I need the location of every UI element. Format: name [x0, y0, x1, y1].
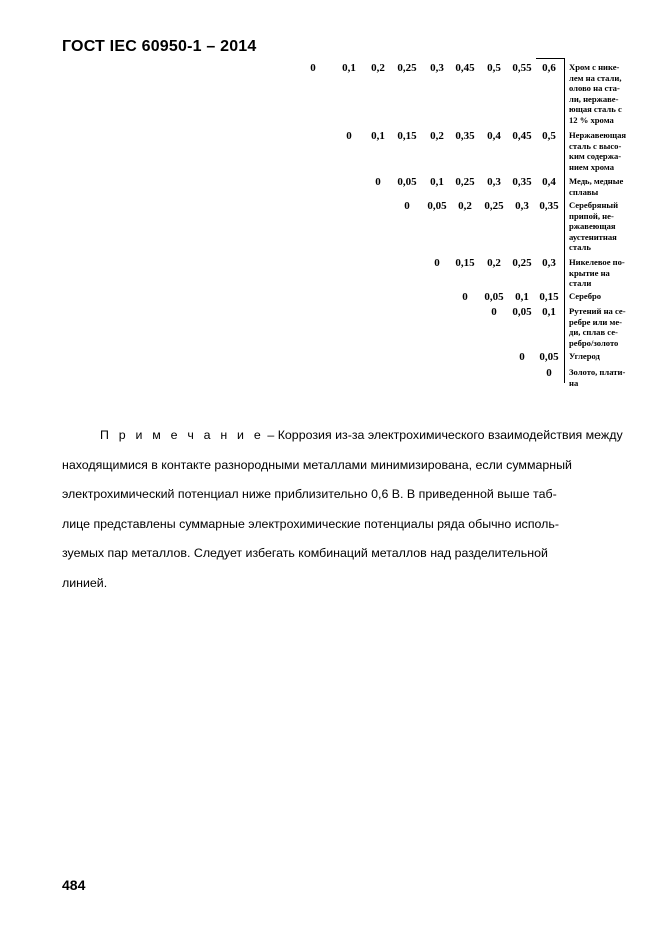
potential-value: 0,1: [371, 130, 385, 142]
metal-label-line: Рутений на се-: [569, 306, 626, 316]
potential-value: 0,2: [430, 130, 444, 142]
potential-value: 0,3: [515, 200, 529, 212]
note-line: зуемых пар металлов. Следует избегать комбинаций металлов над разделительной: [62, 546, 548, 560]
metal-label-line: ким содержа-: [569, 151, 622, 162]
note-line: находящимися в контакте разнородными металлами минимизирована, если суммарный: [62, 457, 572, 472]
metal-label: [569, 367, 641, 388]
note-first-line: [62, 421, 623, 451]
potential-value: 0,15: [397, 130, 417, 142]
potential-value: 0,6: [542, 62, 556, 74]
potential-value: 0: [462, 291, 468, 303]
potential-value: 0: [546, 367, 552, 379]
potential-value: 0,2: [487, 257, 501, 269]
potential-value: 0: [491, 306, 497, 318]
potential-value: 0: [375, 176, 381, 188]
potential-value: 0,2: [371, 62, 385, 74]
potential-value: 0,15: [539, 291, 559, 303]
metal-label-line: Нержавеющая: [569, 130, 627, 140]
metal-label-line: стали: [569, 278, 592, 289]
note-line: – Коррозия из-за электрохимического взаимодействия между: [263, 428, 623, 442]
metal-label-line: Никелевое по-: [569, 257, 625, 267]
metal-label-line: аустенитная: [569, 231, 617, 242]
potential-value: 0,25: [484, 200, 504, 212]
note-line: электрохимический потенциал ниже приблизительно 0,6 В. В приведенной выше таб-: [62, 487, 557, 501]
potential-value: 0,05: [397, 176, 417, 188]
metal-label-line: крытие на: [569, 267, 610, 278]
metal-label-line: припой, не-: [569, 210, 614, 221]
metal-label: [569, 130, 641, 172]
potential-value: 0,2: [458, 200, 472, 212]
metal-label-line: Хром с нике-: [569, 62, 620, 72]
metal-label: [569, 351, 641, 362]
metal-label-line: Серебро: [569, 291, 602, 301]
metal-label-line: Серебряный: [569, 200, 619, 210]
potential-value: 0,45: [455, 62, 475, 74]
potential-value: 0,3: [487, 176, 501, 188]
separator-line-vertical: [564, 58, 565, 383]
note-line: лице представлены суммарные электрохимические потенциалы ряда обычно исполь-: [62, 516, 559, 531]
metal-label-line: нием хрома: [569, 161, 615, 172]
potential-value: 0,4: [487, 130, 501, 142]
potential-value: 0,35: [539, 200, 559, 212]
potential-value: 0,05: [427, 200, 447, 212]
metal-label: [569, 291, 641, 302]
potential-value: 0: [434, 257, 440, 269]
potential-value: 0,25: [512, 257, 532, 269]
potential-value: 0,1: [430, 176, 444, 188]
metal-label-line: ребро/золото: [569, 337, 619, 348]
metal-label-line: лем на стали,: [569, 72, 622, 83]
potential-value: 0,45: [512, 130, 532, 142]
document-header: ГОСТ IEC 60950-1 – 2014: [62, 38, 257, 55]
metal-label-line: сталь: [569, 242, 591, 253]
potential-value: 0,3: [542, 257, 556, 269]
potential-value: 0,15: [455, 257, 475, 269]
metal-label-line: ющая сталь с: [569, 104, 622, 115]
metal-label: [569, 257, 641, 289]
metal-label: [569, 62, 641, 126]
potential-value: 0,35: [512, 176, 532, 188]
metal-label-line: Золото, плати-: [569, 367, 626, 377]
metal-label: [569, 200, 641, 253]
metal-label: [569, 176, 641, 197]
metal-label-line: олово на ста-: [569, 83, 620, 94]
metal-label-line: Углерод: [569, 351, 600, 361]
potential-value: 0,5: [542, 130, 556, 142]
potential-value: 0: [404, 200, 410, 212]
potential-table: [0, 0, 661, 400]
potential-value: 0,35: [455, 130, 475, 142]
metal-label-line: ли, нержаве-: [569, 93, 619, 104]
potential-value: 0,1: [515, 291, 529, 303]
potential-value: 0,05: [539, 351, 559, 363]
metal-label-line: на: [569, 377, 579, 388]
page-number: 484: [62, 877, 86, 893]
separator-line-horizontal: [536, 58, 565, 59]
potential-value: 0: [346, 130, 352, 142]
potential-value: 0,4: [542, 176, 556, 188]
potential-value: 0,25: [455, 176, 475, 188]
potential-value: 0: [519, 351, 525, 363]
metal-label-line: ребре или ме-: [569, 316, 623, 327]
note-line: линией.: [62, 575, 108, 590]
potential-value: 0,3: [430, 62, 444, 74]
metal-label-line: ди, сплав се-: [569, 327, 618, 338]
metal-label-line: сплавы: [569, 186, 599, 197]
potential-value: 0,55: [512, 62, 532, 74]
note-prefix: П р и м е ч а н и е: [100, 428, 264, 442]
metal-label: [569, 306, 641, 348]
potential-value: 0,1: [342, 62, 356, 74]
potential-value: 0,5: [487, 62, 501, 74]
potential-value: 0,05: [484, 291, 504, 303]
metal-label-line: 12 % хрома: [569, 114, 614, 125]
potential-value: 0,05: [512, 306, 532, 318]
potential-value: 0,25: [397, 62, 417, 74]
potential-value: 0: [310, 62, 316, 74]
metal-label-line: Медь, медные: [569, 176, 624, 186]
note-block: [62, 421, 623, 598]
metal-label-line: сталь с высо-: [569, 140, 622, 151]
metal-label-line: ржавеющая: [569, 221, 616, 232]
potential-value: 0,1: [542, 306, 556, 318]
